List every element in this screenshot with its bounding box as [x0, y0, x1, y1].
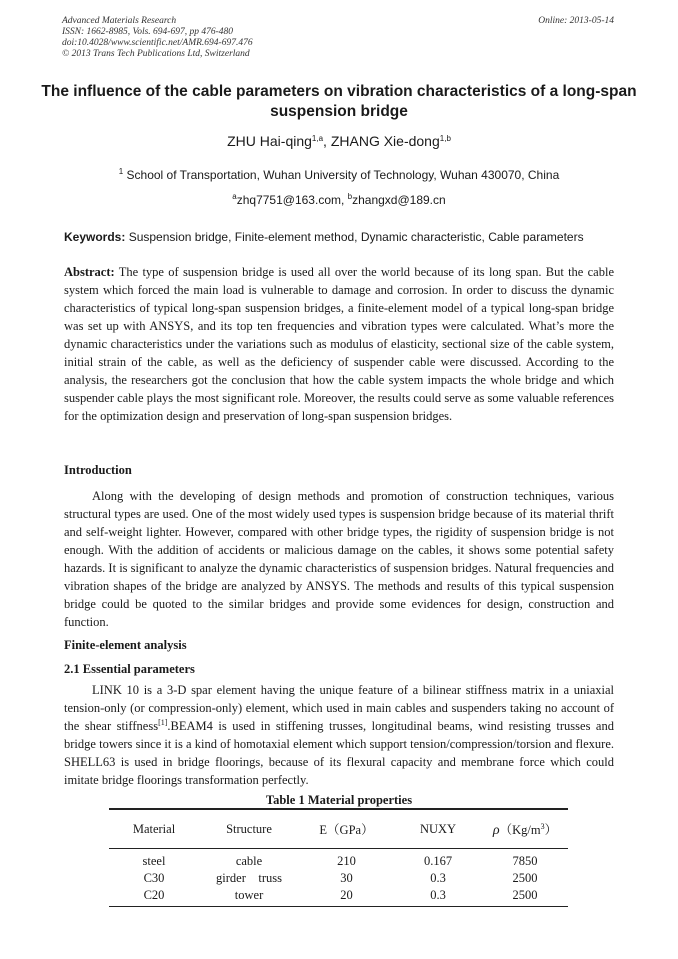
email-a-marker: a: [232, 192, 237, 201]
introduction-paragraph: Along with the developing of design methods and promotion of construction techniques, various structural types are used. One of the most widely used types is suspension bridge because of its material thrift and self-weight lighter. However, compared with other bridge types, the rigidity of suspension bridge is not enough. With the addition of accidents or malicious damage on the cables, it shows some potential safety hazards. It is significant to analyze the dynamic characteristics of suspension bridges. Natural frequencies and vibration shapes of the bridge are analyzed by ANSYS. The methods and results of this typical suspension bridge could be quoted to the similar bridges and provide some evidences for design, construction and function.: [64, 489, 614, 629]
issn-volume: ISSN: 1662-8985, Vols. 694-697, pp 476-480: [62, 27, 233, 37]
cell-e: 30: [340, 871, 353, 885]
abstract-label: Abstract:: [64, 265, 115, 279]
abstract-text: The type of suspension bridge is used all over the world because of its long span. But the cable system which forced the main load is vulnerable to damage and corrosion. In order to discuss the dynamic characteristics of typical long-span suspension bridges, a finite-element model of a typical long-span bridge was set up with ANSYS, and its top ten frequencies and vibration types were calculated. What’s more the dynamic characteristics under the variations such as modulus of elasticity, sectional size of the cable system, initial strain of the cable, as well as the deficiency of suspender cable were discussed. According to the analysis, the researchers got the conclusion that how the cable system impacts the whole bridge and which suspender cable plays the most significant role. Moreover, the results could serve as some valuable references for the optimization design and preservation of long-span suspension bridges.: [64, 265, 615, 423]
col-material: Material: [109, 809, 199, 849]
col-nuxy: NUXY: [394, 809, 482, 849]
cell-nuxy: 0.3: [430, 871, 446, 885]
cell-rho: 2500: [482, 887, 568, 907]
cell-nuxy: 0.3: [394, 887, 482, 907]
email-separator: ,: [340, 193, 348, 207]
cell-structure: tower: [199, 887, 299, 907]
cell-e: 20: [299, 887, 394, 907]
cell-rho: 2500: [512, 871, 538, 885]
col-rho: [482, 809, 568, 849]
journal-metadata: [62, 16, 253, 60]
keywords-text: Suspension bridge, Finite-element method, Dynamic characteristic, Cable parameters: [128, 230, 584, 244]
cell-material: C30: [143, 871, 165, 885]
email-a[interactable]: zhq7751@163.com: [236, 193, 341, 207]
author-1-affil: 1,a: [311, 134, 324, 143]
online-date: Online: 2013-05-14: [538, 16, 614, 26]
cell-structure: girder truss: [216, 871, 282, 885]
affiliation-text: School of Transportation, Wuhan University of Technology, Wuhan 430070, China: [126, 168, 560, 182]
citation-ref[interactable]: [1]: [158, 718, 168, 727]
rho-unit-exp: 3: [540, 821, 545, 831]
cell-structure: cable: [235, 854, 263, 868]
rho-symbol: ρ: [492, 822, 500, 838]
rho-unit: （Kg/m: [499, 822, 541, 837]
affiliation: [40, 168, 638, 182]
author-separator: ,: [323, 133, 331, 149]
keywords-label: Keywords:: [64, 230, 126, 244]
essential-parameters-heading: 2.1 Essential parameters: [64, 662, 195, 676]
fea-heading: Finite-element analysis: [64, 638, 187, 652]
affiliation-marker: 1: [118, 167, 124, 176]
table-row: [109, 887, 568, 907]
fea-text-2: .BEAM4 is used in stiffening trusses, longitudinal beams, wind resisting trusses and bridge towers since it is a kind of homotaxial element which support tension/compression/torsion and flexure. SHELL63 is used in bridge floorings, because of its flexural capacity and membrane force which could imitate bridge floorings transformation perfectly.: [64, 719, 614, 787]
essential-parameters-paragraph: [64, 681, 614, 789]
keywords: [64, 230, 614, 244]
doi: doi:10.4028/www.scientific.net/AMR.694-697.476: [62, 38, 253, 48]
author-emails: [40, 193, 638, 207]
author-1: ZHU Hai-qing: [227, 133, 312, 149]
table-row: [109, 849, 568, 871]
table-header-row: [109, 809, 568, 849]
cell-e: 210: [337, 854, 356, 868]
introduction-heading: Introduction: [64, 463, 132, 477]
rho-unit-close: ）: [544, 822, 558, 837]
email-b-marker: b: [347, 192, 353, 201]
cell-nuxy: 0.167: [423, 854, 453, 868]
abstract: [64, 263, 614, 425]
table-caption: Table 1 Material properties: [265, 793, 413, 807]
cell-material: C20: [109, 887, 199, 907]
paper-title: The influence of the cable parameters on vibration characteristics of a long-span suspension bridge: [41, 83, 637, 120]
cell-rho: 7850: [512, 854, 538, 868]
author-line: [40, 133, 638, 149]
col-e: E（GPa）: [299, 809, 394, 849]
journal-name: Advanced Materials Research: [62, 16, 177, 26]
email-b[interactable]: zhangxd@189.cn: [352, 193, 446, 207]
table-row: [109, 870, 568, 887]
author-2-affil: 1,b: [439, 134, 451, 143]
fea-text-1: LINK 10 is a 3-D spar element having the unique feature of a bilinear stiffness matrix in a uniaxial tension-only (or compression-only) element, which used in main cables and suspenders taking no account of the shear stiffness: [64, 683, 614, 733]
col-structure: Structure: [199, 809, 299, 849]
cell-material: steel: [142, 854, 166, 868]
material-properties-table: [109, 808, 568, 907]
copyright: © 2013 Trans Tech Publications Ltd, Switzerland: [62, 49, 250, 59]
author-2: ZHANG Xie-dong: [330, 133, 440, 149]
